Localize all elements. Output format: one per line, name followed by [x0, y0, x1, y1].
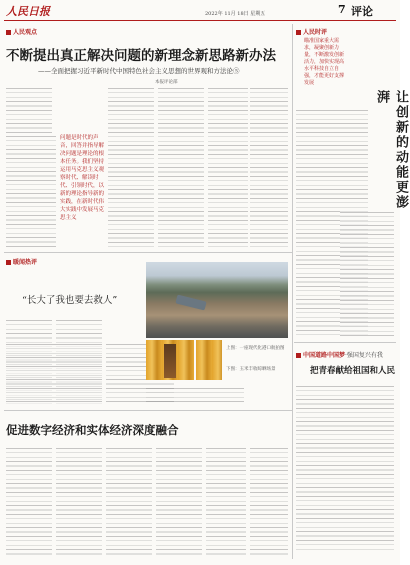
bottom-right-tag-tail: ·强国复兴有我	[345, 352, 383, 359]
right-tag	[296, 27, 327, 36]
br-text	[296, 384, 394, 550]
photo-caption-bottom: 下图：玉米丰收晾晒场景	[226, 367, 276, 372]
mid-tag	[6, 257, 37, 266]
lead-text-col-1b	[6, 134, 56, 248]
lead-headline: 不断提出真正解决问题的新理念新思路新办法	[6, 48, 276, 64]
photo-caption-top: 上图：一座现代化港口航拍图	[226, 346, 285, 351]
lead-text-col-1a	[6, 86, 52, 134]
right-section-divider	[294, 342, 396, 343]
mid-headline: “长大了我也要去救人”	[22, 295, 118, 306]
page-number: 7	[338, 3, 346, 16]
right-tag-label: 人民时评	[303, 29, 328, 36]
lead-text-col-2	[108, 86, 154, 248]
bottom-right-headline: 把青春献给祖国和人民	[310, 366, 396, 376]
lead-subtitle: ——全面把握习近平新时代中国特色社会主义思想的世界观和方法论⑤	[38, 67, 240, 75]
corn-photo-right	[196, 340, 222, 380]
right-text-col-2	[340, 210, 394, 338]
lead-pull-quote: 问题是时代的声音，回答并指导解决问题是理论的根本任务。我们坚持运用马克思主义观察时代、解读时代、引领时代，以新的理论指导新的实践，在新时代伟大实践中发展马克思主义	[60, 135, 105, 221]
lead-text-col-4	[208, 86, 248, 248]
masthead-logo: 人民日报	[6, 5, 50, 18]
section-divider	[4, 252, 292, 253]
bl-text-col-1	[6, 446, 52, 558]
right-pull-quote: 瞄准国家重大需求，凝聚创新力量，不断激发创新活力，加快实现高水平科技自立自强，才能更好支撑发展	[304, 38, 345, 86]
bottom-right-tag-label: 中国道路中国梦	[303, 352, 346, 359]
section-name: 评论	[351, 5, 373, 18]
port-photo	[146, 262, 288, 338]
bottom-right-tag	[296, 350, 383, 359]
mid-tag-label: 暖闻热评	[13, 259, 38, 266]
corn-photo-shade	[164, 344, 176, 378]
lead-text-col-5	[250, 86, 288, 248]
lead-tag-label: 人民观点	[13, 29, 38, 36]
masthead-rule	[4, 20, 396, 21]
bl-text-col-2	[56, 446, 102, 558]
bl-text-col-6	[250, 446, 288, 558]
column-divider	[292, 24, 293, 559]
section-divider-2	[4, 410, 292, 411]
bl-text-col-5	[206, 446, 246, 558]
tag-marker-icon	[296, 30, 301, 35]
right-headline: 让创新的动能更澎湃	[374, 90, 408, 210]
mid-text-col-3	[6, 342, 102, 404]
tag-marker-icon	[6, 260, 11, 265]
bl-text-col-4	[156, 446, 202, 558]
tag-marker-icon	[296, 353, 301, 358]
lead-text-col-3	[158, 86, 204, 248]
bl-text-col-3	[106, 446, 152, 558]
dateline: 2022年 11月 18日 星期五	[205, 11, 266, 17]
lead-byline: 本报评论部	[155, 80, 178, 85]
photo-caption-text	[146, 386, 244, 404]
bottom-left-headline: 促进数字经济和实体经济深度融合	[6, 423, 179, 437]
lead-tag	[6, 27, 37, 36]
tag-marker-icon	[6, 30, 11, 35]
